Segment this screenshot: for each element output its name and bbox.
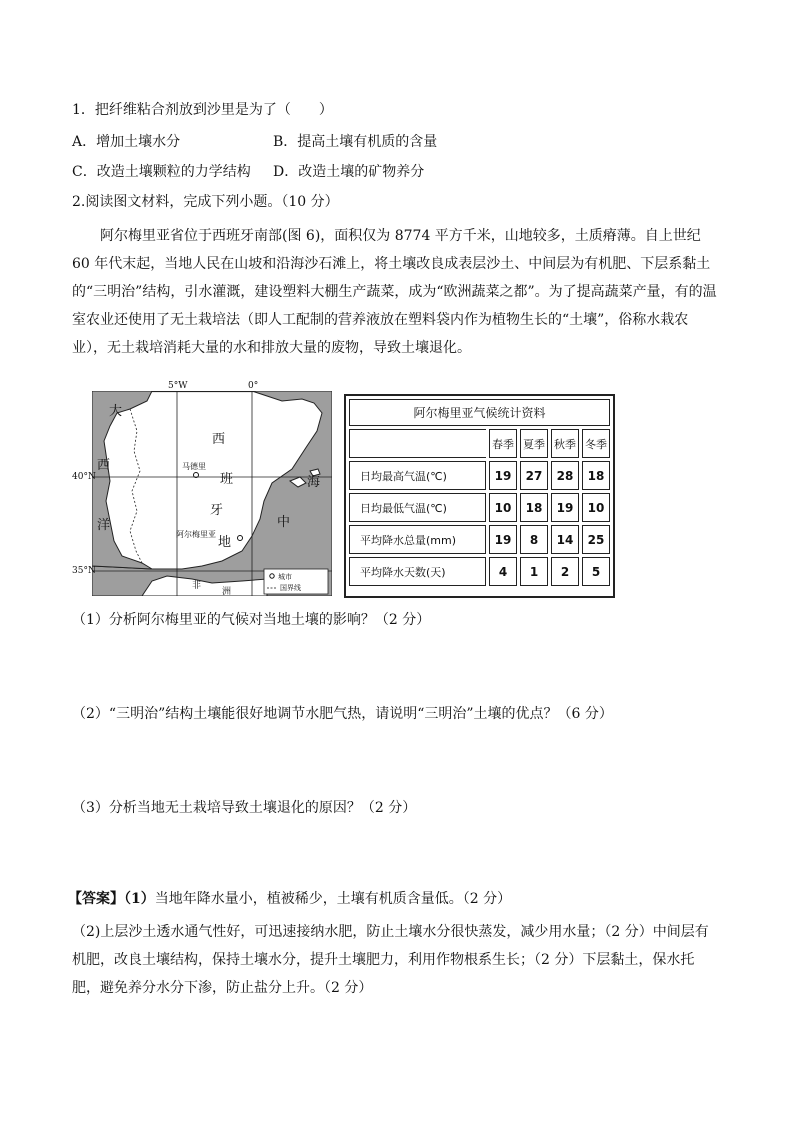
map-label-atlantic-2: 西 bbox=[97, 458, 111, 473]
map-label-africa-2: 洲 bbox=[222, 587, 232, 596]
answer-part2: （2)上层沙土透水通气性好，可迅速接纳水肥，防止土壤水分很快蒸发，减少用水量；（2 分）中间层有机肥，改良土壤结构，保持土壤水分，提升土壤肥力，利用作物根系生长；（2 分）下层黏土，保水托肥，避免养分水分下渗，防止盐分上升。（2 分） bbox=[72, 924, 709, 996]
map-label-spain-3: 牙 bbox=[210, 503, 224, 518]
table-cell: 19 bbox=[489, 525, 517, 554]
legend-city: 城市 bbox=[278, 573, 292, 581]
spain-map bbox=[92, 391, 332, 596]
table-cell: 27 bbox=[520, 461, 548, 490]
table-cell: 5 bbox=[582, 557, 610, 586]
legend-border: 国界线 bbox=[280, 584, 301, 592]
table-cell: 4 bbox=[489, 557, 517, 586]
table-row bbox=[349, 493, 610, 522]
table-cell: 8 bbox=[520, 525, 548, 554]
map-label-africa-1: 非 bbox=[192, 581, 202, 591]
answer-part1-num: （1） bbox=[124, 891, 155, 907]
q1-stem: 1．把纤维粘合剂放到沙里是为了（ ） bbox=[72, 102, 333, 118]
map-lon-5w-label: 5°W bbox=[168, 381, 188, 391]
q2-sub3: （3）分析当地无土栽培导致土壤退化的原因？（2 分） bbox=[72, 800, 417, 816]
table-cell: 25 bbox=[582, 525, 610, 554]
header-autumn: 秋季 bbox=[551, 429, 579, 458]
q1-option-a: A．增加土壤水分 bbox=[72, 134, 181, 150]
table-cell: 2 bbox=[551, 557, 579, 586]
row-label: 平均降水天数(天) bbox=[349, 557, 486, 586]
climate-table bbox=[344, 394, 615, 598]
climate-table-title: 阿尔梅里亚气候统计资料 bbox=[349, 399, 610, 426]
table-row bbox=[349, 461, 610, 490]
map-lat-40n-label: 40°N bbox=[72, 472, 96, 482]
row-label: 日均最高气温(℃) bbox=[349, 461, 486, 490]
map-label-spain-2: 班 bbox=[220, 472, 234, 487]
q2-intro: 2.阅读图文材料，完成下列小题。（10 分） bbox=[72, 194, 339, 210]
header-spring: 春季 bbox=[489, 429, 517, 458]
map-lon-5w bbox=[170, 391, 190, 392]
map-lat-35n-label: 35°N bbox=[72, 566, 96, 576]
q2-passage: 阿尔梅里亚省位于西班牙南部(图 6)，面积仅为 8774 平方千米，山地较多，土质瘠薄。自上世纪 60 年代末起，当地人民在山坡和沿海沙石滩上，将土壤改良成表层沙土、中间层为有机肥、下层系黏土的“三明治”结构，引水灌溉，建设塑料大棚生产蔬菜，成为“欧洲蔬菜之都”。为了提高蔬菜产量，有的温室农业还使用了无土栽培法（即人工配制的营养液放在塑料袋内作为植物生长的“土壤”，俗称水栽农业），无土栽培消耗大量的水和排放大量的废物，导致土壤退化。 bbox=[72, 228, 717, 356]
map-lon-0-label: 0° bbox=[248, 381, 259, 391]
table-cell: 18 bbox=[582, 461, 610, 490]
table-cell: 19 bbox=[551, 493, 579, 522]
map-label-atlantic-3: 洋 bbox=[97, 518, 111, 533]
table-cell: 10 bbox=[582, 493, 610, 522]
row-label: 平均降水总量(mm) bbox=[349, 525, 486, 554]
answer-part1: 当地年降水量小，植被稀少，土壤有机质含量低。（2 分） bbox=[154, 891, 512, 907]
answer-label: 【答案】 bbox=[68, 891, 124, 907]
header-summer: 夏季 bbox=[520, 429, 548, 458]
map-label-spain-1: 西 bbox=[212, 432, 226, 447]
table-cell: 14 bbox=[551, 525, 579, 554]
map-label-madrid: 马德里 bbox=[182, 462, 206, 471]
table-cell: 18 bbox=[520, 493, 548, 522]
table-cell: 1 bbox=[520, 557, 548, 586]
table-cell: 28 bbox=[551, 461, 579, 490]
table-row bbox=[349, 525, 610, 554]
q1-option-d: D．改造土壤的矿物养分 bbox=[273, 164, 425, 180]
table-row bbox=[349, 557, 610, 586]
answer-line-1 bbox=[68, 889, 511, 909]
map-label-med-3: 海 bbox=[307, 475, 321, 490]
row-label: 日均最低气温(℃) bbox=[349, 493, 486, 522]
header-winter: 冬季 bbox=[582, 429, 610, 458]
map-label-med-1: 地 bbox=[218, 535, 232, 550]
q1-option-b: B．提高土壤有机质的含量 bbox=[273, 134, 438, 150]
q2-sub2: （2）“三明治”结构土壤能很好地调节水肥气热，请说明“三明治”土壤的优点？（6 分） bbox=[72, 706, 613, 722]
q2-sub1: （1）分析阿尔梅里亚的气候对当地土壤的影响？（2 分） bbox=[72, 612, 431, 628]
q1-option-c: C．改造土壤颗粒的力学结构 bbox=[72, 164, 251, 180]
table-cell: 10 bbox=[489, 493, 517, 522]
map-label-atlantic-1: 大 bbox=[109, 404, 123, 419]
map-label-med-2: 中 bbox=[277, 515, 291, 530]
table-cell: 19 bbox=[489, 461, 517, 490]
map-label-almeria: 阿尔梅里亚 bbox=[176, 530, 216, 539]
